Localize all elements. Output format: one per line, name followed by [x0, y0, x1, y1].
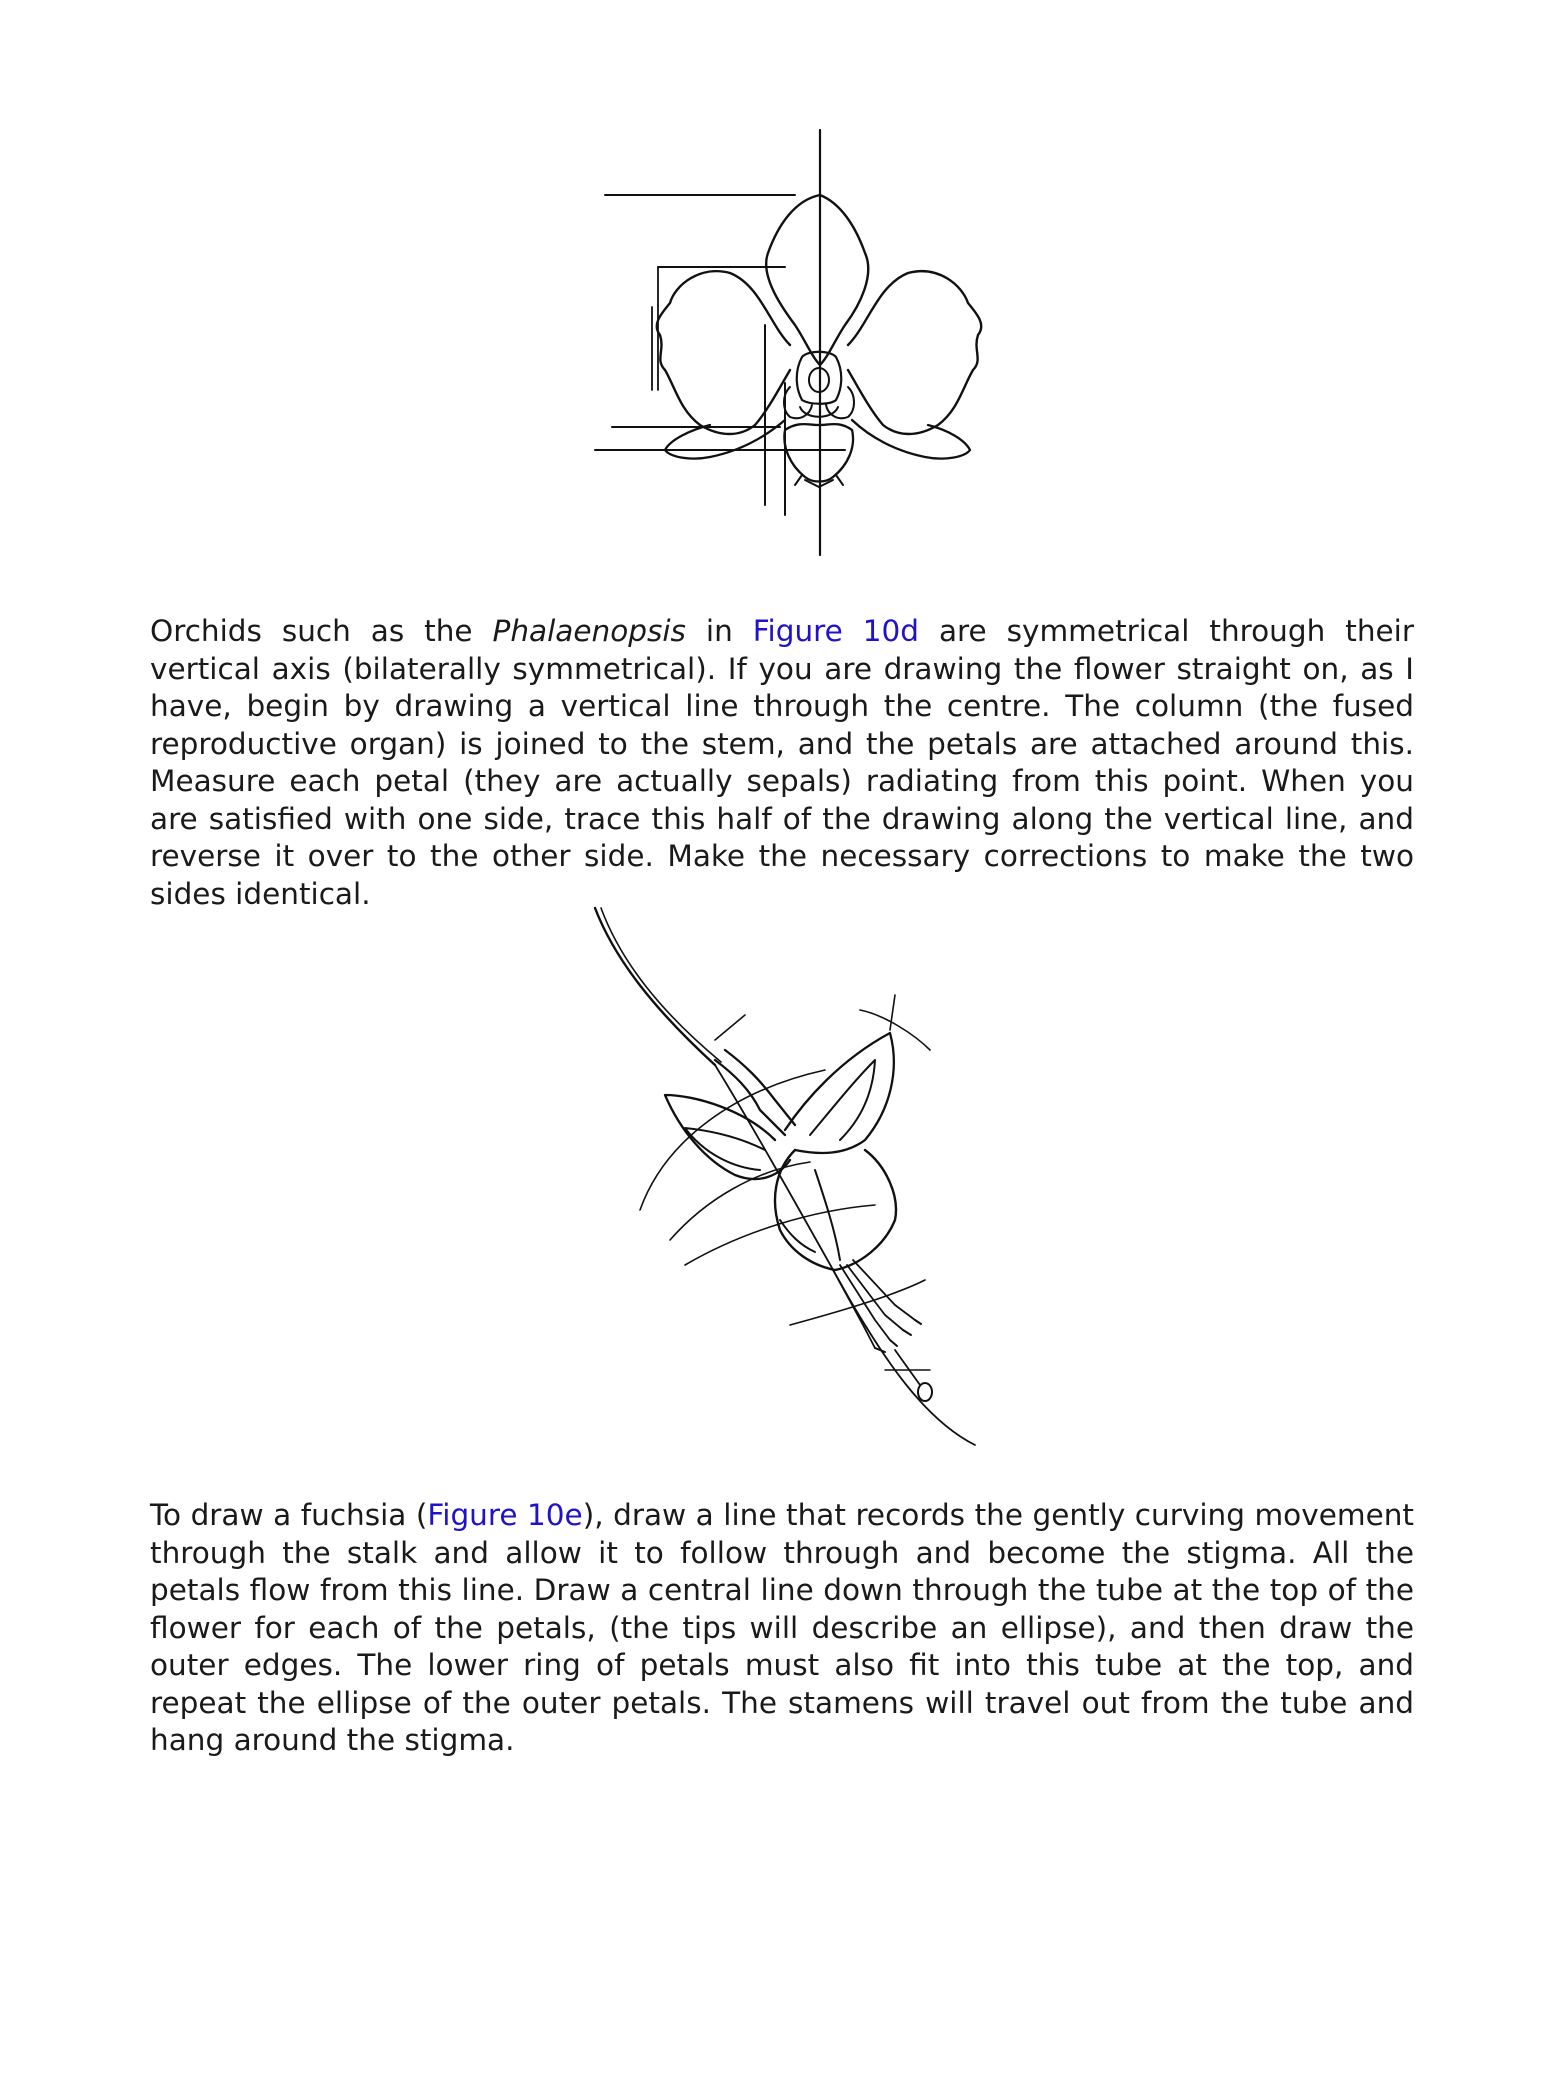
fuchsia-stamens	[833, 1260, 915, 1348]
figure-10e-link[interactable]: Figure 10e	[427, 1498, 583, 1532]
paragraph-2-text-end: ), draw a line that records the gently curving movement through the stalk and allow it to follow through and become the stigma. All the petals flow from this line. Draw a central line down through the tube at the top of the flower for each of the petals, (the tips will describe an ellipse), and then draw the outer edges. The lower ring of petals must also fit into this tube at the top, and repeat the ellipse of the outer petals. The stamens will travel out from the tube and hang around the stigma.	[150, 1498, 1414, 1757]
orchid-right-petal	[848, 271, 981, 434]
orchid-svg	[590, 125, 990, 560]
fuchsia-stigma	[895, 1350, 920, 1385]
fuchsia-sepal-right	[785, 1033, 894, 1153]
fuchsia-svg	[585, 900, 1005, 1460]
paragraph-1-text-mid: in	[685, 614, 753, 648]
orchid-labellum	[784, 424, 853, 481]
paragraph-orchids	[150, 613, 1414, 913]
paragraph-2-text-start: To draw a fuchsia (	[150, 1498, 428, 1532]
figure-10d-link[interactable]: Figure 10d	[752, 614, 920, 648]
paragraph-fuchsia	[150, 1497, 1414, 1760]
figure-10d-orchid-drawing	[590, 125, 990, 560]
orchid-left-petal	[657, 271, 790, 434]
figure-10e-fuchsia-drawing	[585, 900, 1005, 1460]
paragraph-1-text-end: are symmetrical through their vertical axis (bilaterally symmetrical). If you are drawing the flower straight on, as I have, begin by drawing a vertical line through the centre. The column (the fused reproductive organ) is joined to the stem, and the petals are attached around this. Measure each petal (they are actually sepals) radiating from this point. When you are satisfied with one side, trace this half of the drawing along the vertical line, and reverse it over to the other side. Make the necessary corrections to make the two sides identical.	[150, 614, 1414, 911]
paragraph-1-text-start: Orchids such as the	[150, 614, 493, 648]
phalaenopsis-italic: Phalaenopsis	[492, 614, 686, 648]
